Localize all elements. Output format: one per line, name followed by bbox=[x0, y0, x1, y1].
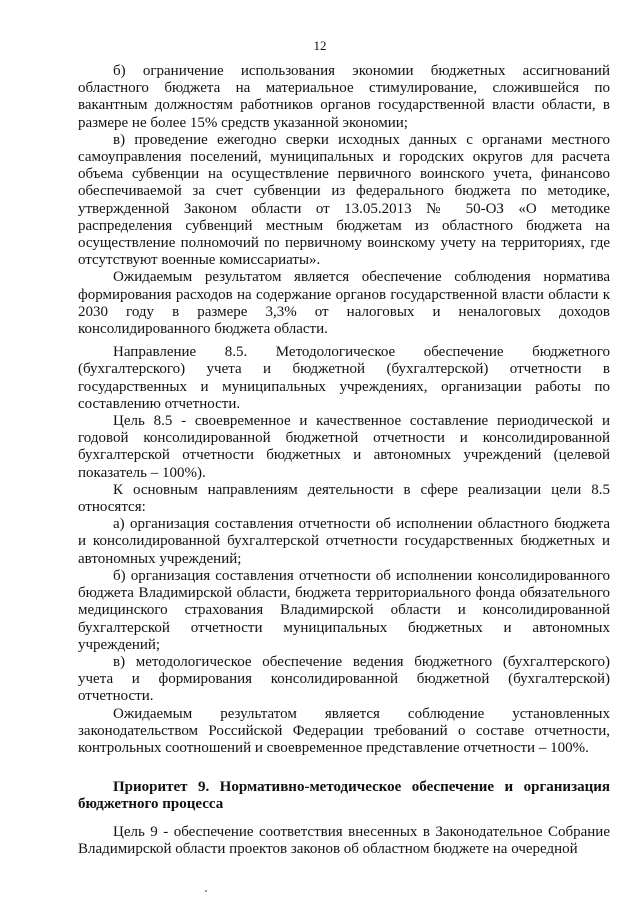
section-heading-priority-9: Приоритет 9. Нормативно-методическое обеспечение и организация бюджетного процесса bbox=[78, 779, 610, 813]
scan-speck bbox=[205, 890, 207, 892]
page-number: 12 bbox=[313, 38, 327, 53]
paragraph-item-b-reporting: б) организация составления отчетности об исполнении консолидированного бюджета Владимирской области, бюджета территориального фонда обязательного медицинского страхования Владимирской области и консолидированной бухгалтерской отчетности муниципальных бюджетных и автономных учреждений; bbox=[78, 567, 610, 653]
paragraph-goal-9: Цель 9 - обеспечение соответствия внесенных в Законодательное Собрание Владимирской области проектов законов об областном бюджете на очередной bbox=[78, 823, 610, 857]
paragraph-direction-8-5: Направление 8.5. Методологическое обеспечение бюджетного (бухгалтерского) учета и бюджетной (бухгалтерской) отчетности в государственных и муниципальных учреждениях, организации работы по составлению отчетности. bbox=[78, 344, 610, 412]
paragraph-expected-result-norm: Ожидаемым результатом является обеспечение соблюдения норматива формирования расходов на содержание органов государственной власти области к 2030 году в размере 3,3% от налоговых и неналоговых доходов консолидированного бюджета области. bbox=[78, 269, 610, 338]
paragraph-goal-8-5: Цель 8.5 - своевременное и качественное составление периодической и годовой консолидированной бюджетной отчетности и консолидированной бухгалтерской отчетности бюджетных и автономных учреждений (целевой показатель – 100%). bbox=[78, 413, 610, 481]
paragraph-item-v-reconciliation: в) проведение ежегодно сверки исходных данных с органами местного самоуправления поселений, муниципальных и городских округов для расчета объема субвенции на осуществление первичного воинского учета, финансово обеспечиваемой за счет субвенции из федерального бюджета по методике, утвержденной Законом области от 13.05.2013 № 50-ОЗ «О методике распределения субвенций местным бюджетам из областного бюджета на осуществление полномочий по первичному воинскому учету на территориях, где отсутствуют военные комиссариаты». bbox=[78, 131, 610, 269]
paragraph-expected-result-reporting: Ожидаемым результатом является соблюдение установленных законодательством Российской Федерации требований о составе отчетности, контрольных соотношений и своевременное представление отчетности – 100%. bbox=[78, 705, 610, 756]
paragraph-item-a-reporting: а) организация составления отчетности об исполнении областного бюджета и консолидированной бухгалтерской отчетности государственных бюджетных и автономных учреждений; bbox=[78, 516, 610, 567]
paragraph-item-b-savings: б) ограничение использования экономии бюджетных ассигнований областного бюджета на материальное стимулирование, сложившейся по вакантным должностям работников органов государственной власти области, в размере не более 15% средств указанной экономии; bbox=[78, 63, 610, 131]
paragraph-main-directions: К основным направлениям деятельности в сфере реализации цели 8.5 относятся: bbox=[78, 481, 610, 516]
document-body bbox=[78, 63, 610, 858]
paragraph-item-v-methodology: в) методологическое обеспечение ведения бюджетного (бухгалтерского) учета и формирования консолидированной бюджетной (бухгалтерской) отчетности. bbox=[78, 653, 610, 705]
